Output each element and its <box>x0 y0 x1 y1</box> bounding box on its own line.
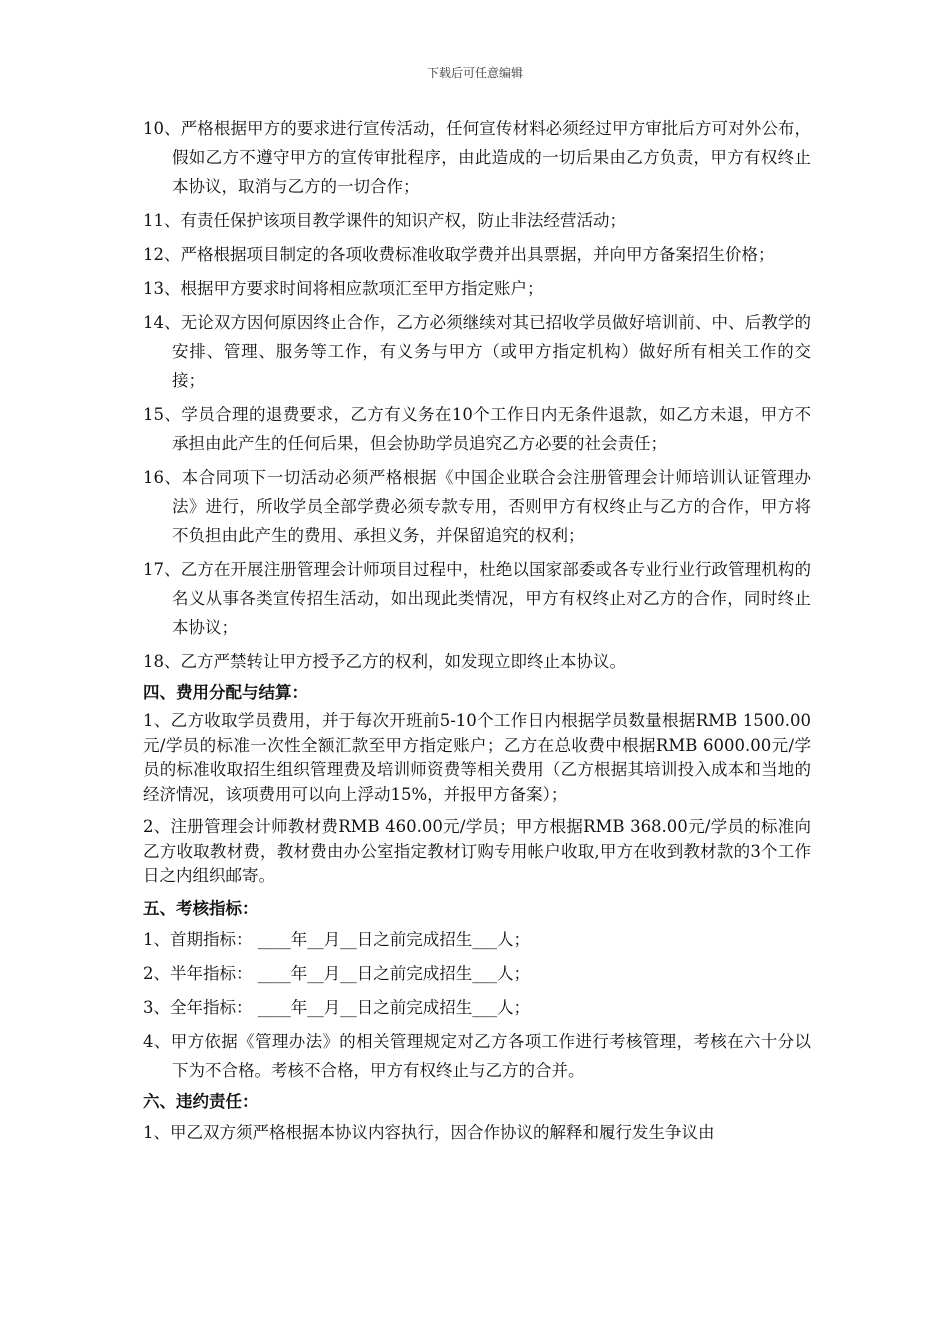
clause-number: 12、 <box>143 245 181 264</box>
clause-text: 本合同项下一切活动必须严格根据《中国企业联合会注册管理会计师培训认证管理办法》进行，所收学员全部学费必须专款专用，否则甲方有权终止与乙方的合作，甲方将不负担由此产生的费用、承担义务，并保留追究的权利； <box>172 468 812 545</box>
clause-text: 学员合理的退费要求，乙方有义务在10个工作日内无条件退款，如乙方未退，甲方不承担由此产生的任何后果，但会协助学员追究乙方必要的社会责任； <box>172 405 811 453</box>
clause-number: 1、 <box>143 929 170 949</box>
clause-text: 注册管理会计师教材费RMB 460.00元/学员；甲方根据RMB 368.00元/学员的标准向乙方收取教材费，教材费由办公室指定教材订购专用帐户收取,甲方在收到教材款的3个工作日之内组织邮寄。 <box>143 817 811 885</box>
clause-item <box>143 647 811 676</box>
clause-number: 13、 <box>143 279 181 298</box>
clause-number: 2、 <box>143 963 170 983</box>
clause-item <box>143 959 811 988</box>
clause-item <box>143 114 811 201</box>
clause-item <box>143 815 811 889</box>
clause-item <box>143 555 811 642</box>
clause-item <box>143 709 811 807</box>
clause-text: 半年指标： ____年__月__日之前完成招生___人； <box>170 963 530 983</box>
section-5-items <box>143 925 811 1085</box>
clause-number: 1、 <box>143 711 171 730</box>
clause-item <box>143 1027 811 1085</box>
clause-text: 严格根据项目制定的各项收费标准收取学费并出具票据，并向甲方备案招生价格； <box>180 245 775 264</box>
section-5-title: 五、考核指标： <box>143 898 259 918</box>
clause-item <box>143 993 811 1022</box>
clause-text: 全年指标： ____年__月__日之前完成招生___人； <box>170 997 530 1017</box>
clause-text: 乙方严禁转让甲方授予乙方的权利，如发现立即终止本协议。 <box>180 652 626 671</box>
section-4-title: 四、费用分配与结算： <box>143 683 308 702</box>
clause-number: 16、 <box>143 468 182 487</box>
clause-item <box>143 1118 811 1147</box>
clause-text: 甲方依据《管理办法》的相关管理规定对乙方各项工作进行考核管理，考核在六十分以下为不合格。考核不合格，甲方有权终止与乙方的合并。 <box>170 1031 812 1080</box>
clause-number: 1、 <box>143 1122 170 1142</box>
clause-number: 17、 <box>143 560 181 579</box>
clause-number: 15、 <box>143 405 182 424</box>
section-6-items <box>143 1118 811 1147</box>
clause-text: 根据甲方要求时间将相应款项汇至甲方指定账户； <box>180 279 544 298</box>
page-header-note: 下载后可任意编辑 <box>426 66 523 80</box>
section-3-items <box>143 114 811 676</box>
clause-item <box>143 274 811 303</box>
clause-number: 2、 <box>143 817 171 836</box>
clause-number: 4、 <box>143 1031 171 1051</box>
section-6-title: 六、违约责任： <box>143 1091 259 1111</box>
clause-text: 有责任保护该项目教学课件的知识产权，防止非法经营活动； <box>180 211 626 230</box>
clause-item <box>143 308 811 395</box>
section-4-items <box>143 709 811 889</box>
clause-number: 10、 <box>143 119 181 138</box>
clause-item <box>143 925 811 954</box>
clause-text: 严格根据甲方的要求进行宣传活动，任何宣传材料必须经过甲方审批后方可对外公布，假如乙方不遵守甲方的宣传审批程序，由此造成的一切后果由乙方负责，甲方有权终止本协议，取消与乙方的一切合作； <box>172 119 812 196</box>
clause-item <box>143 463 811 550</box>
clause-item <box>143 240 811 269</box>
clause-number: 3、 <box>143 997 170 1017</box>
clause-number: 18、 <box>143 652 181 671</box>
clause-text: 首期指标： ____年__月__日之前完成招生___人； <box>170 929 530 949</box>
clause-number: 11、 <box>143 211 181 230</box>
clause-text: 无论双方因何原因终止合作，乙方必须继续对其已招收学员做好培训前、中、后教学的安排、管理、服务等工作，有义务与甲方（或甲方指定机构）做好所有相关工作的交接； <box>172 313 812 390</box>
clause-text: 乙方在开展注册管理会计师项目过程中，杜绝以国家部委或各专业行业行政管理机构的名义从事各类宣传招生活动，如出现此类情况，甲方有权终止对乙方的合作，同时终止本协议； <box>172 560 812 637</box>
clause-text: 乙方收取学员费用，并于每次开班前5-10个工作日内根据学员数量根据RMB 1500.00元/学员的标准一次性全额汇款至甲方指定账户；乙方在总收费中根据RMB 6000.00元/学员的标准收取招生组织管理费及培训师资费等相关费用（乙方根据其培训投入成本和当地的经济情况，该项费用可以向上浮动15%，并报甲方备案）； <box>143 711 811 804</box>
clause-item <box>143 206 811 235</box>
document-body <box>143 114 811 1152</box>
clause-text: 甲乙双方须严格根据本协议内容执行，因合作协议的解释和履行发生争议由 <box>170 1122 715 1142</box>
clause-item <box>143 400 811 458</box>
clause-number: 14、 <box>143 313 181 332</box>
